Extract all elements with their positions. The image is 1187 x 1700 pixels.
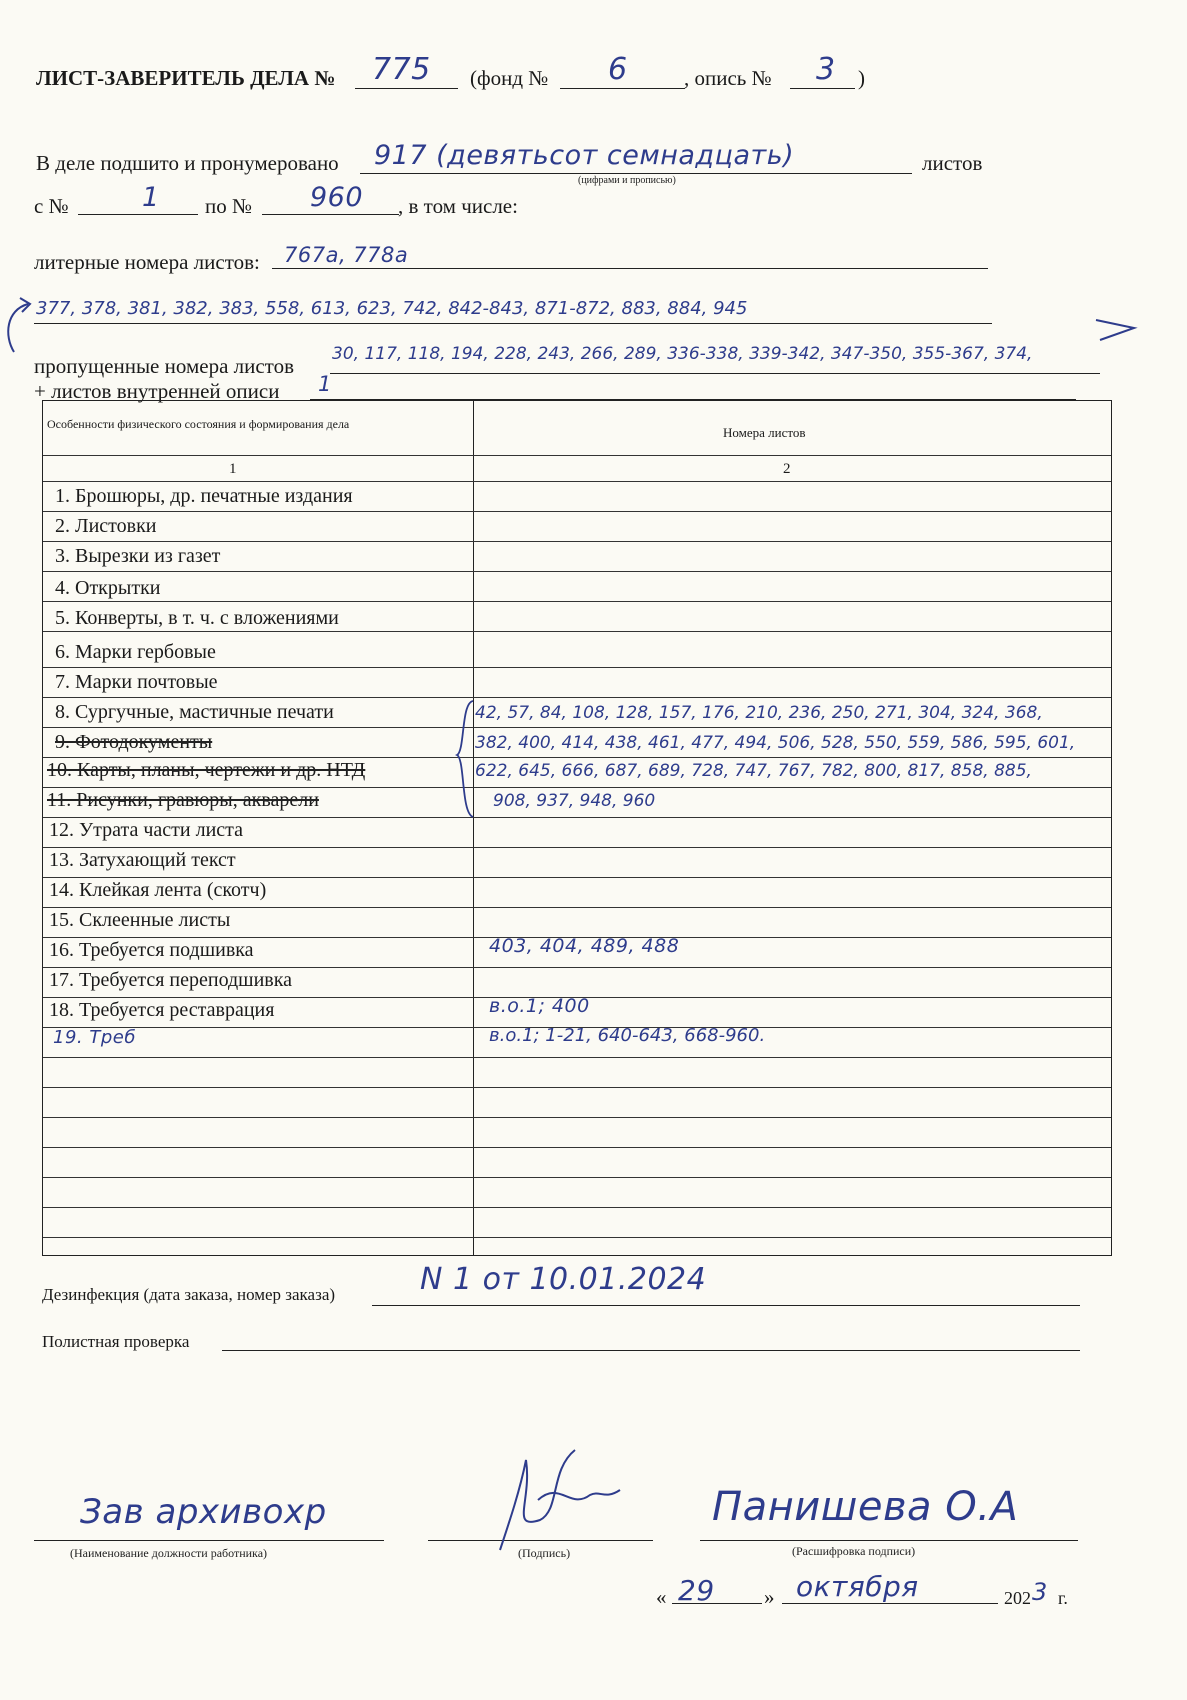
row-label-6: 6. Марки гербовые <box>55 641 216 663</box>
signature-mark <box>480 1440 640 1560</box>
col2-number: 2 <box>783 461 791 477</box>
row-value-16: 403, 404, 489, 488 <box>489 935 680 957</box>
row-label-5: 5. Конверты, в т. ч. с вложениями <box>55 607 339 629</box>
literal-label: литерные номера листов: <box>34 250 260 274</box>
inner-inventory-value: 1 <box>318 372 332 396</box>
row-label-4: 4. Открытки <box>55 577 161 599</box>
form-title: ЛИСТ-ЗАВЕРИТЕЛЬ ДЕЛА № <box>36 66 336 90</box>
literal-value: 767а, 778а <box>284 243 409 267</box>
opis-number: 3 <box>816 52 836 87</box>
row-label-9: 9. Фотодокументы <box>55 731 213 753</box>
case-number: 775 <box>372 52 431 87</box>
right-arrow-mark <box>1094 310 1154 350</box>
row-label-3: 3. Вырезки из газет <box>55 545 221 567</box>
date-month: октября <box>796 1570 919 1603</box>
row-label-14: 14. Клейкая лента (скотч) <box>49 879 267 901</box>
row-label-18: 18. Требуется реставрация <box>49 999 275 1021</box>
sheets-intro: В деле подшито и пронумеровано <box>36 151 339 175</box>
count-caption: (цифрами и прописью) <box>578 175 676 186</box>
row-label-19: 19. Треб <box>53 1027 136 1048</box>
missing-label: пропущенные номера листов <box>34 354 294 378</box>
row-label-7: 7. Марки почтовые <box>55 671 218 693</box>
col1-header: Особенности физического состояния и формирования дела <box>47 417 350 431</box>
sheets-word: листов <box>922 151 983 175</box>
col2-header: Номера листов <box>723 425 806 440</box>
inner-inventory-label: + листов внутренней описи <box>34 379 280 403</box>
to-label: по № <box>205 194 253 218</box>
opis-label: , опись № <box>684 66 772 90</box>
condition-table <box>42 400 1112 1256</box>
fond-label: (фонд № <box>470 66 549 90</box>
to-value: 960 <box>310 182 364 213</box>
date-close-quote: » <box>764 1585 775 1609</box>
row-label-2: 2. Листовки <box>55 515 157 537</box>
date-year-digit: 3 <box>1032 1578 1048 1606</box>
including-label: , в том числе: <box>398 194 518 218</box>
missing-line-1: 377, 378, 381, 382, 383, 558, 613, 623, 742, 842-843, 871-872, 883, 884, 945 <box>36 298 748 319</box>
row-value-8: 42, 57, 84, 108, 128, 157, 176, 210, 236, 250, 271, 304, 324, 368, <box>475 703 1043 723</box>
sheets-count-written: 917 (девятьсот семнадцать) <box>374 140 795 171</box>
row-label-17: 17. Требуется переподшивка <box>49 969 293 991</box>
position-caption: (Наименование должности работника) <box>70 1546 268 1560</box>
name-value: Панишева О.А <box>712 1484 1019 1530</box>
row-value-10: 622, 645, 666, 687, 689, 728, 747, 767, 782, 800, 817, 858, 885, <box>475 761 1032 781</box>
signature-caption: (Подпись) <box>518 1546 571 1560</box>
disinfection-value: N 1 от 10.01.2024 <box>420 1262 707 1297</box>
fond-number: 6 <box>608 52 628 87</box>
row-label-13: 13. Затухающий текст <box>49 849 236 871</box>
disinfection-label: Дезинфекция (дата заказа, номер заказа) <box>42 1285 336 1304</box>
date-suffix: г. <box>1058 1588 1068 1608</box>
page-check-label: Полистная проверка <box>42 1332 190 1351</box>
position-value: Зав архивохр <box>80 1492 327 1532</box>
date-open-quote: « <box>656 1585 667 1609</box>
name-caption: (Расшифровка подписи) <box>792 1544 916 1558</box>
row-value-9: 382, 400, 414, 438, 461, 477, 494, 506, 528, 550, 559, 586, 595, 601, <box>475 733 1076 753</box>
row-label-11: 11. Рисунки, гравюры, акварели <box>47 789 319 811</box>
left-arrow-mark <box>0 296 40 356</box>
date-day: 29 <box>678 1574 715 1607</box>
from-label: с № <box>34 194 69 218</box>
row-label-8: 8. Сургучные, мастичные печати <box>55 701 334 723</box>
row-label-12: 12. Утрата части листа <box>49 819 244 841</box>
row-label-15: 15. Склеенные листы <box>49 909 231 931</box>
row-value-18: в.о.1; 400 <box>489 995 590 1017</box>
date-year-prefix: 202 <box>1004 1588 1031 1608</box>
col1-number: 1 <box>229 461 237 477</box>
row-value-11: 908, 937, 948, 960 <box>493 791 656 811</box>
missing-line-2: 30, 117, 118, 194, 228, 243, 266, 289, 336-338, 339-342, 347-350, 355-367, 374, <box>332 344 1033 364</box>
from-value: 1 <box>142 182 160 213</box>
close-paren: ) <box>858 66 865 90</box>
row-label-1: 1. Брошюры, др. печатные издания <box>55 485 353 507</box>
row-label-10: 10. Карты, планы, чертежи и др. НТД <box>47 759 366 781</box>
row-label-16: 16. Требуется подшивка <box>49 939 254 961</box>
row-value-19: в.о.1; 1-21, 640-643, 668-960. <box>489 1025 766 1046</box>
